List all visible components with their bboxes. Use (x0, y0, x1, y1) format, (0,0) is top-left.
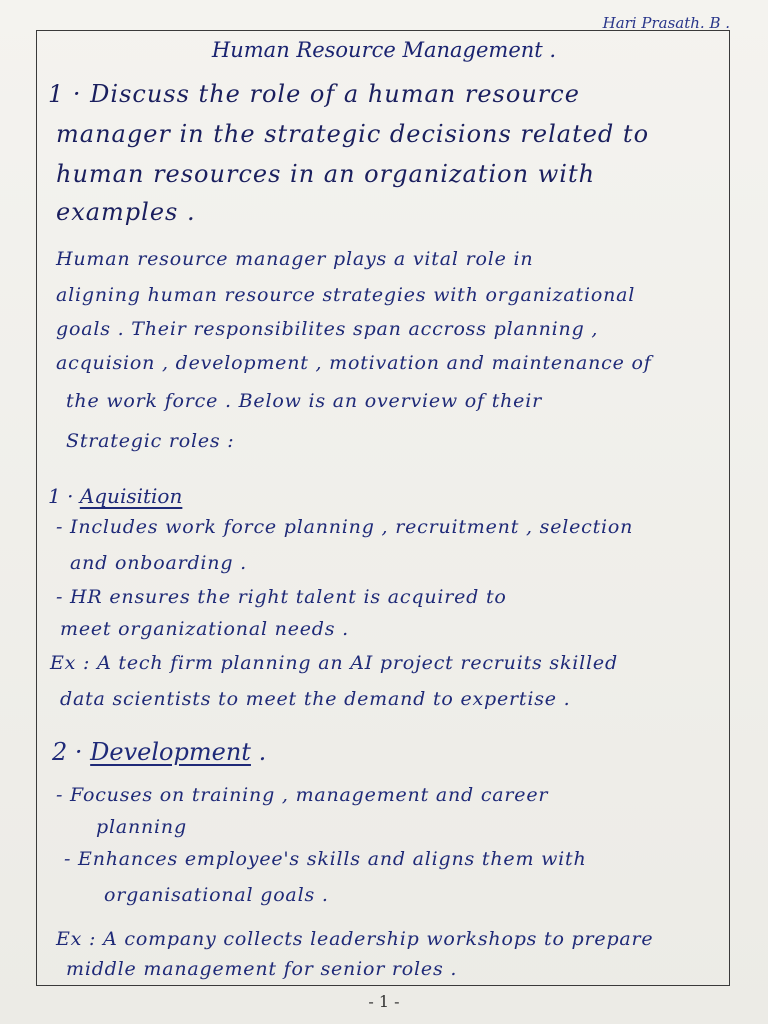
section-title: Aquisition (79, 484, 183, 508)
example-line: Ex : A company collects leadership workshops to prepare (56, 928, 654, 950)
bullet-line: - Enhances employee's skills and aligns them with (64, 848, 587, 870)
bullet-line: - HR ensures the right talent is acquired to (56, 586, 507, 608)
question-line: examples . (56, 198, 196, 226)
page-title: Human Resource Management . (211, 38, 557, 62)
section-heading-development (52, 738, 266, 766)
bullet-line: organisational goals . (104, 884, 329, 906)
question-line: manager in the strategic decisions related to (56, 120, 650, 148)
answer-line: acquision , development , motivation and maintenance of (56, 352, 652, 374)
answer-line: goals . Their responsibilites span accross planning , (56, 318, 599, 340)
section-title: Development (90, 738, 251, 766)
answer-line: Human resource manager plays a vital role in (56, 248, 534, 270)
bullet-line: - Includes work force planning , recruitment , selection (56, 516, 634, 538)
author-name: Hari Prasath. B . (602, 14, 730, 32)
example-line: Ex : A tech firm planning an AI project recruits skilled (50, 652, 618, 674)
question-line: human resources in an organization with (56, 160, 596, 188)
bullet-line: - Focuses on training , management and career (56, 784, 549, 806)
bullet-line: and onboarding . (70, 552, 247, 574)
answer-line: the work force . Below is an overview of their (66, 390, 542, 412)
answer-line: Strategic roles : (66, 430, 235, 452)
section-title-suffix: . (250, 738, 267, 766)
example-line: data scientists to meet the demand to expertise . (60, 688, 571, 710)
page-number: - 1 - (368, 992, 400, 1011)
bullet-line: meet organizational needs . (60, 618, 349, 640)
section-number: 1 · (48, 484, 74, 508)
section-heading-acquisition (48, 484, 182, 508)
answer-line: aligning human resource strategies with organizational (56, 284, 636, 306)
bullet-line: planning (96, 816, 187, 838)
example-line: middle management for senior roles . (66, 958, 458, 980)
question-line: 1 · Discuss the role of a human resource (48, 80, 580, 108)
section-number: 2 · (52, 738, 83, 766)
